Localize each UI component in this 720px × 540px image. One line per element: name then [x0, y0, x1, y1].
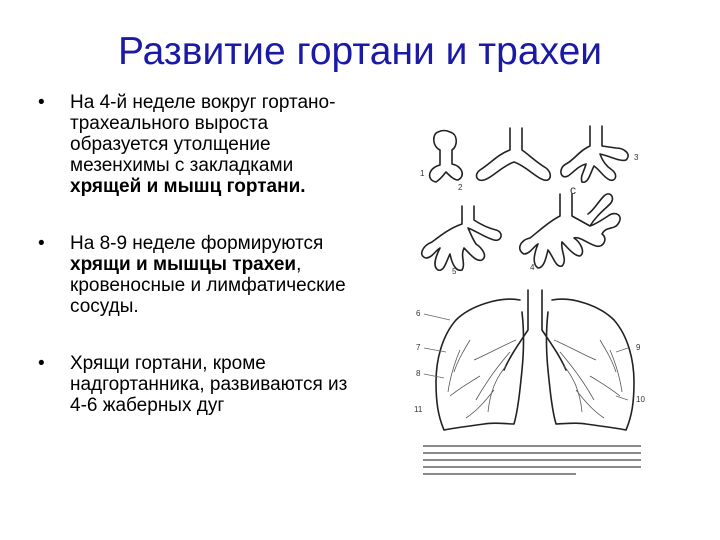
- lung-right-outline: [547, 299, 635, 430]
- bullet-item: [38, 92, 358, 197]
- embryo-stage-5: [520, 194, 620, 268]
- bullet-text: На 4-й неделе вокруг гортано-трахеального выроста образуется утолщение мезенхимы с закладками: [70, 92, 336, 176]
- bullet-bold-text: хрящей и мышц гортани.: [70, 176, 306, 197]
- slide-title: Развитие гортани и трахеи: [117, 30, 603, 73]
- figure-label-4: 4: [530, 263, 535, 272]
- larynx-trachea-development-illustration: [410, 120, 650, 490]
- embryo-stage-2: [477, 128, 551, 180]
- bullet-item: [38, 233, 358, 317]
- caption-line: [423, 445, 641, 447]
- figure-label-7: 7: [416, 343, 421, 352]
- trachea: [504, 290, 566, 370]
- bullet-dot: •: [38, 92, 45, 113]
- figure-label-9: 9: [636, 343, 641, 352]
- bullet-text: Хрящи гортани, кроме надгортанника, развиваются из 4-6 жаберных дуг: [70, 353, 348, 416]
- figure-label-1: 1: [420, 169, 425, 178]
- embryo-stage-1: [430, 131, 463, 183]
- embryo-stage-3: [561, 126, 628, 182]
- figure-label-10: 10: [636, 395, 645, 404]
- caption-line: [423, 473, 576, 475]
- figure-label-11: 11: [414, 405, 423, 414]
- bullet-dot: •: [38, 233, 45, 254]
- bullet-text: На 8-9 неделе формируются: [70, 233, 324, 254]
- figure-label-5: 5: [452, 267, 457, 276]
- caption-line: [423, 459, 641, 461]
- embryo-stage-4: [422, 206, 501, 270]
- figure-label-c: c: [570, 183, 576, 197]
- bullet-text-tail: , кровеносные и лимфатические сосуды.: [70, 254, 346, 317]
- figure-label-8: 8: [416, 369, 421, 378]
- bullet-item: [38, 353, 358, 416]
- bullet-bold-text: хрящи и мышцы трахеи: [70, 254, 297, 275]
- bronchial-tree-left: [448, 340, 516, 418]
- bronchial-tree-right: [554, 340, 622, 418]
- figure-label-2: 2: [458, 183, 463, 192]
- figure-caption: [423, 440, 641, 475]
- bullet-list: [38, 92, 358, 452]
- bullet-dot: •: [38, 353, 45, 374]
- figure-label-6: 6: [416, 309, 421, 318]
- figure-label-3: 3: [634, 153, 639, 162]
- lung-left-outline: [436, 299, 524, 430]
- caption-line: [423, 452, 641, 454]
- caption-line: [423, 466, 641, 468]
